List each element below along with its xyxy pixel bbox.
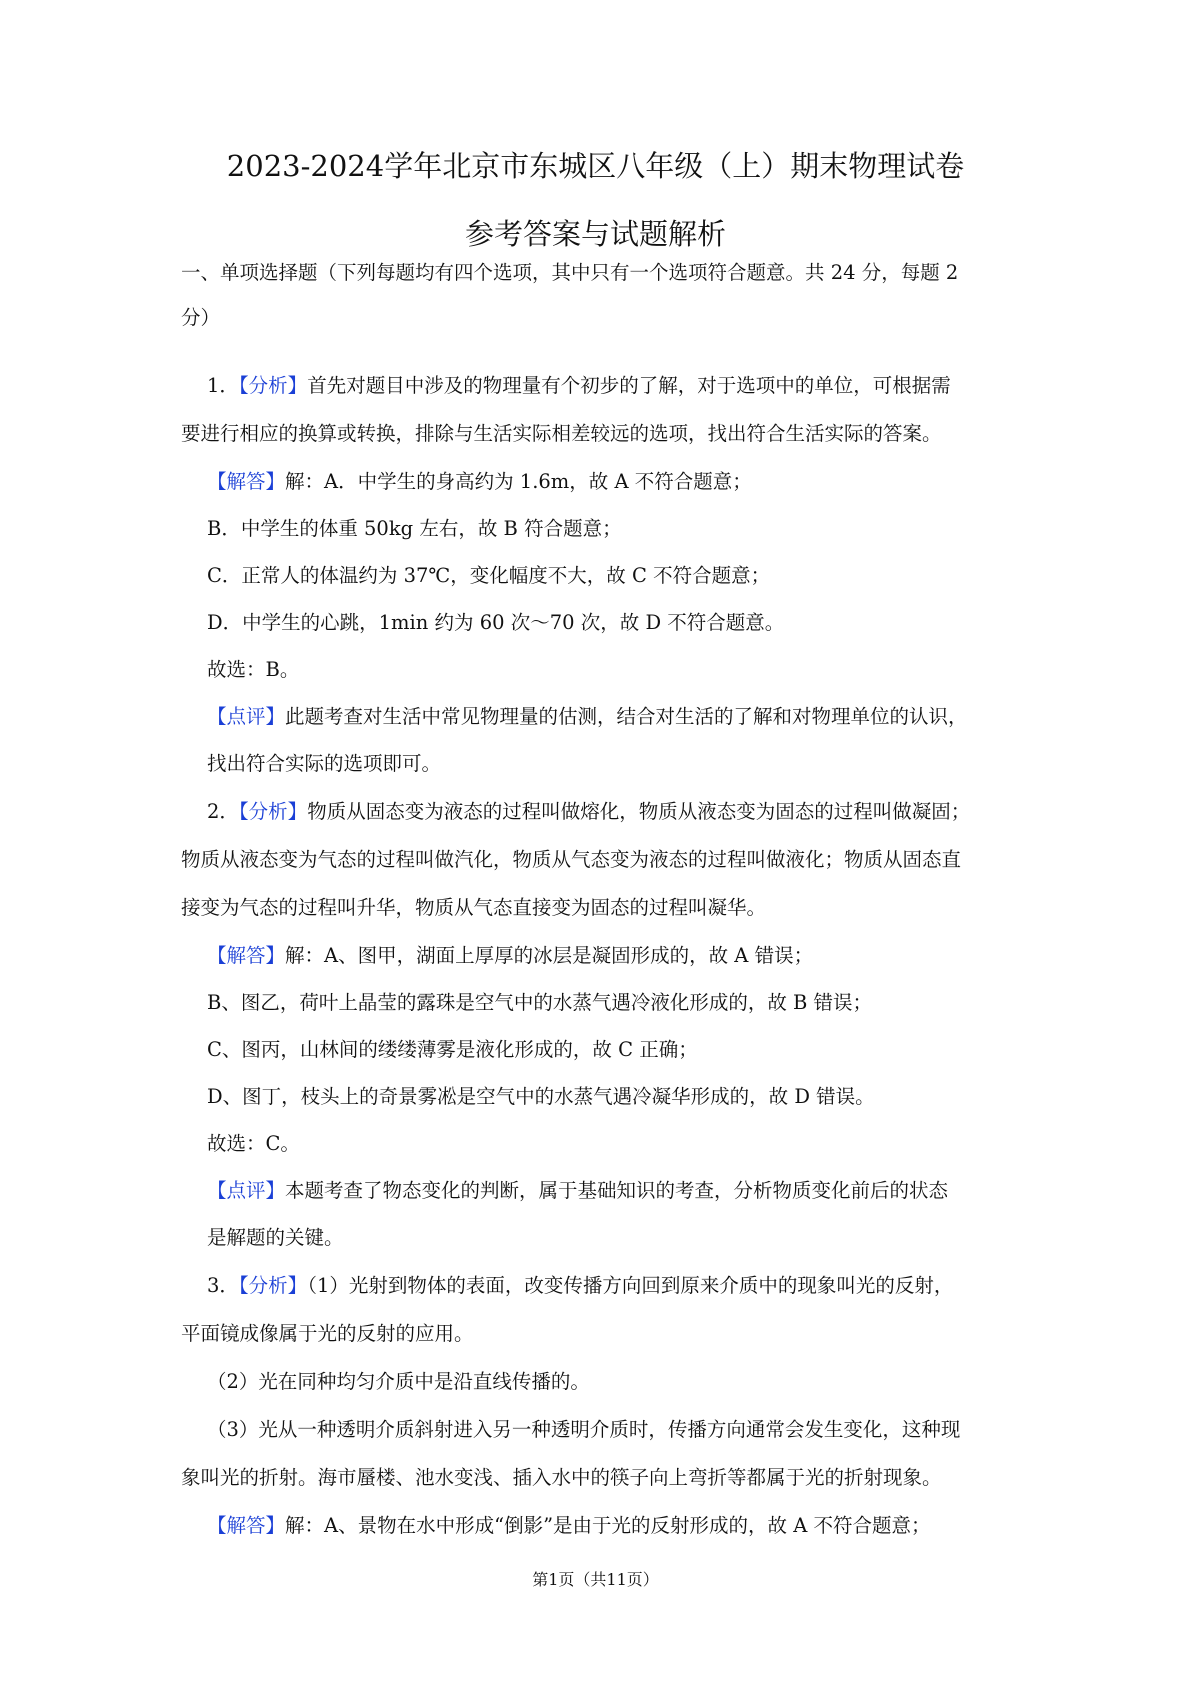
q1-answer-b: B．中学生的体重 50kg 左右，故 B 符合题意；: [207, 517, 622, 540]
question-number: 2．: [207, 800, 239, 823]
q1-answer-c: C．正常人的体温约为 37℃，变化幅度不大，故 C 不符合题意；: [207, 564, 771, 587]
q2-analysis: [207, 797, 970, 827]
answer-tag: 【解答】: [207, 470, 286, 493]
q2-answer-d: D、图丁，枝头上的奇景雾凇是空气中的水蒸气遇冷凝华形成的，故 D 错误。: [207, 1085, 875, 1108]
q2-answer-b: B、图乙，荷叶上晶莹的露珠是空气中的水蒸气遇冷液化形成的，故 B 错误；: [207, 991, 873, 1014]
answer-tag: 【解答】: [207, 944, 286, 967]
q1-answer-d: D．中学生的心跳，1min 约为 60 次～70 次，故 D 不符合题意。: [207, 611, 785, 634]
question-number: 1．: [207, 374, 239, 397]
q2-answer: [207, 941, 813, 971]
answer-text: 解：A、景物在水中形成“倒影”是由于光的反射形成的，故 A 不符合题意；: [285, 1514, 931, 1537]
q1-choice: 故选：B。: [207, 658, 300, 681]
q2-comment: [207, 1176, 948, 1206]
q2-choice: 故选：C。: [207, 1132, 300, 1155]
answer-text: 解：A、图甲，湖面上厚厚的冰层是凝固形成的，故 A 错误；: [285, 944, 814, 967]
analysis-text: （1）光射到物体的表面，改变传播方向回到原来介质中的现象叫光的反射，: [307, 1274, 954, 1297]
comment-tag: 【点评】: [207, 1179, 286, 1202]
q3-answer: [207, 1511, 931, 1541]
q1-answer: [207, 467, 752, 497]
question-number: 3．: [207, 1274, 239, 1297]
analysis-tag: 【分析】: [238, 374, 308, 397]
q3-analysis-continued: 平面镜成像属于光的反射的应用。: [181, 1322, 474, 1345]
q2-analysis-continued: 物质从液态变为气态的过程叫做汽化，物质从气态变为液态的过程叫做液化；物质从固态直: [181, 848, 962, 871]
answer-tag: 【解答】: [207, 1514, 286, 1537]
page-footer: 第1页（共11页）: [532, 1570, 659, 1589]
comment-text: 本题考查了物态变化的判断，属于基础知识的考查，分析物质变化前后的状态: [285, 1179, 949, 1202]
analysis-text: 物质从固态变为液态的过程叫做熔化，物质从液态变为固态的过程叫做凝固；: [307, 800, 971, 823]
q2-answer-c: C、图丙，山林间的缕缕薄雾是液化形成的，故 C 正确；: [207, 1038, 698, 1061]
answer-text: 解：A．中学生的身高约为 1.6m，故 A 不符合题意；: [285, 470, 752, 493]
section-heading-continued: 分）: [181, 306, 221, 329]
q2-analysis-continued-2: 接变为气态的过程叫升华，物质从气态直接变为固态的过程叫凝华。: [181, 896, 767, 919]
comment-tag: 【点评】: [207, 705, 286, 728]
analysis-tag: 【分析】: [238, 800, 308, 823]
analysis-tag: 【分析】: [238, 1274, 308, 1297]
q3-point-3: （3）光从一种透明介质斜射进入另一种透明介质时，传播方向通常会发生变化，这种现: [207, 1418, 961, 1441]
q3-point-3-continued: 象叫光的折射。海市蜃楼、池水变浅、插入水中的筷子向上弯折等都属于光的折射现象。: [181, 1466, 942, 1489]
q1-analysis: [207, 371, 951, 401]
document-title: 2023-2024学年北京市东城区八年级（上）期末物理试卷: [226, 149, 965, 183]
q1-analysis-continued: 要进行相应的换算或转换，排除与生活实际相差较远的选项，找出符合生活实际的答案。: [181, 422, 942, 445]
q3-analysis: [207, 1271, 953, 1301]
analysis-text: 首先对题目中涉及的物理量有个初步的了解，对于选项中的单位，可根据需: [307, 374, 951, 397]
comment-text: 此题考查对生活中常见物理量的估测，结合对生活的了解和对物理单位的认识，: [285, 705, 968, 728]
q3-point-2: （2）光在同种均匀介质中是沿直线传播的。: [207, 1370, 590, 1393]
q1-comment-continued: 找出符合实际的选项即可。: [207, 752, 442, 775]
q1-comment: [207, 702, 968, 732]
q2-comment-continued: 是解题的关键。: [207, 1226, 344, 1249]
document-subtitle: 参考答案与试题解析: [464, 217, 726, 251]
section-heading: 一、单项选择题（下列每题均有四个选项，其中只有一个选项符合题意。共 24 分，每题 2: [181, 261, 959, 284]
